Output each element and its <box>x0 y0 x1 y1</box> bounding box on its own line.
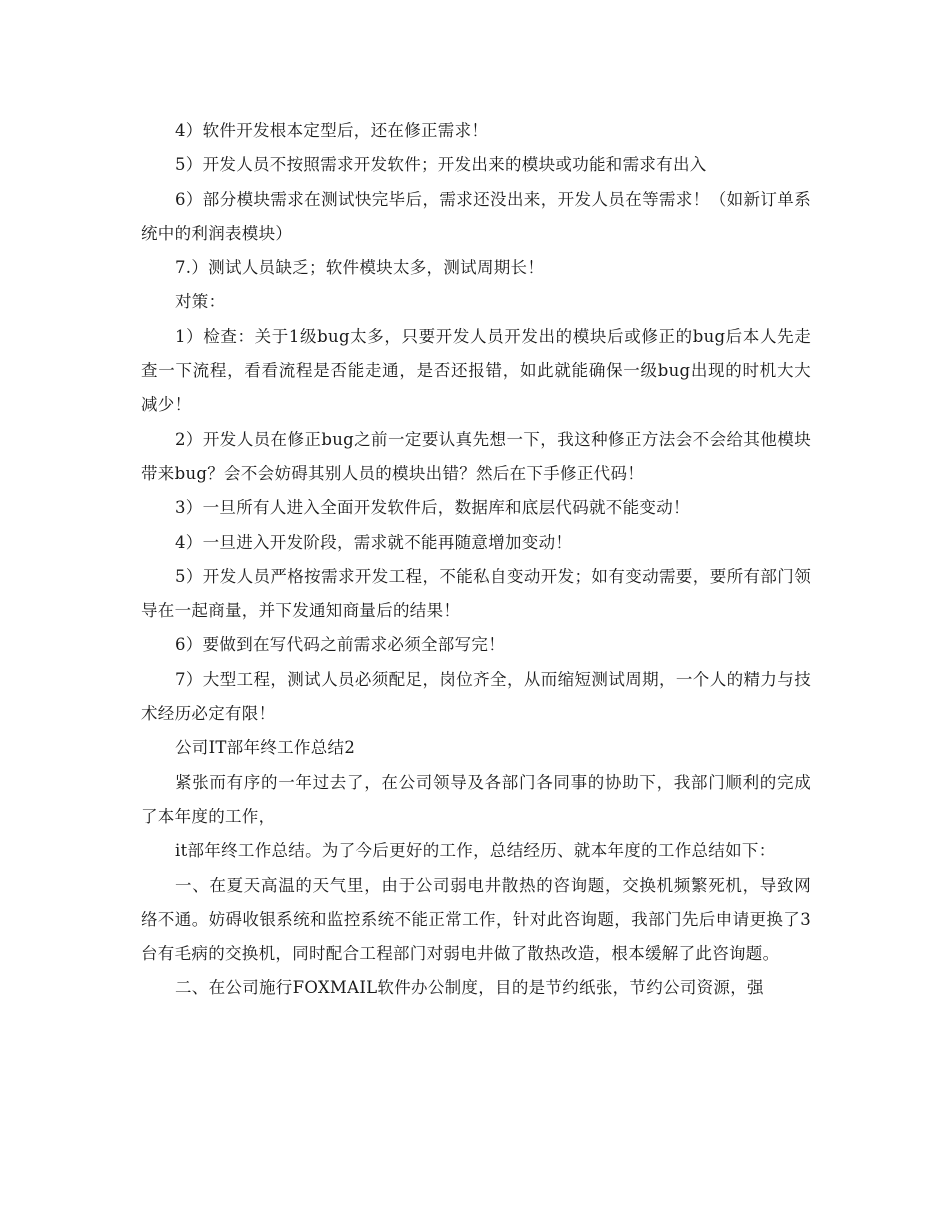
paragraph-countermeasure-3: 3）一旦所有人进入全面开发软件后，数据库和底层代码就不能变动！ <box>175 498 690 518</box>
paragraph-countermeasure-2: 2）开发人员在修正bug之前一定要认真先想一下，我这种修正方法会不会给其他模块带来bug？会不会妨碍其别人员的模块出错？然后在下手修正代码！ <box>141 429 811 483</box>
paragraph-intro: 紧张而有序的一年过去了，在公司领导及各部门各同事的协助下，我部门顺利的完成了本年度的工作， <box>141 772 811 826</box>
countermeasures-heading: 对策： <box>175 292 226 312</box>
paragraph-countermeasure-6: 6）要做到在写代码之前需求必须全部写完！ <box>175 635 505 655</box>
paragraph-requirement-7: 7.）测试人员缺乏；软件模块太多，测试周期长！ <box>175 258 545 278</box>
document-body <box>141 114 811 1006</box>
paragraph-countermeasure-7: 7）大型工程，测试人员必须配足，岗位齐全，从而缩短测试周期，一个人的精力与技术经历必定有限！ <box>141 669 811 724</box>
paragraph-countermeasure-1: 1）检查：关于1级bug太多，只要开发人员开发出的模块后或修正的bug后本人先走查一下流程，看看流程是否能走通，是否还报错，如此就能确保一级bug出现的时机大大减少！ <box>141 326 811 415</box>
paragraph-item-2: 二、在公司施行FOXMAIL软件办公制度，目的是节约纸张，节约公司资源，强 <box>175 978 764 998</box>
paragraph-countermeasure-5: 5）开发人员严格按需求开发工程，不能私自变动开发；如有变动需要，要所有部门领导在一起商量，并下发通知商量后的结果！ <box>141 566 811 621</box>
paragraph-requirement-4: 4）软件开发根本定型后，还在修正需求！ <box>175 121 489 140</box>
paragraph-requirement-6: 6）部分模块需求在测试快完毕后，需求还没出来，开发人员在等需求！（如新订单系统中的利润表模块） <box>141 189 811 243</box>
paragraph-requirement-5: 5）开发人员不按照需求开发软件；开发出来的模块或功能和需求有出入 <box>175 155 707 175</box>
paragraph-countermeasure-4: 4）一旦进入开发阶段，需求就不能再随意增加变动！ <box>175 532 573 552</box>
paragraph-item-1: 一、在夏天高温的天气里，由于公司弱电井散热的咨询题，交换机频繁死机，导致网络不通。妨碍收银系统和监控系统不能正常工作，针对此咨询题，我部门先后申请更换了3台有毛病的交换机，同时配合工程部门对弱电井做了散热改造，根本缓解了此咨询题。 <box>141 875 811 964</box>
section-title: 公司IT部年终工作总结2 <box>175 738 356 758</box>
paragraph-summary-lead: it部年终工作总结。为了今后更好的工作，总结经历、就本年度的工作总结如下： <box>175 841 776 861</box>
